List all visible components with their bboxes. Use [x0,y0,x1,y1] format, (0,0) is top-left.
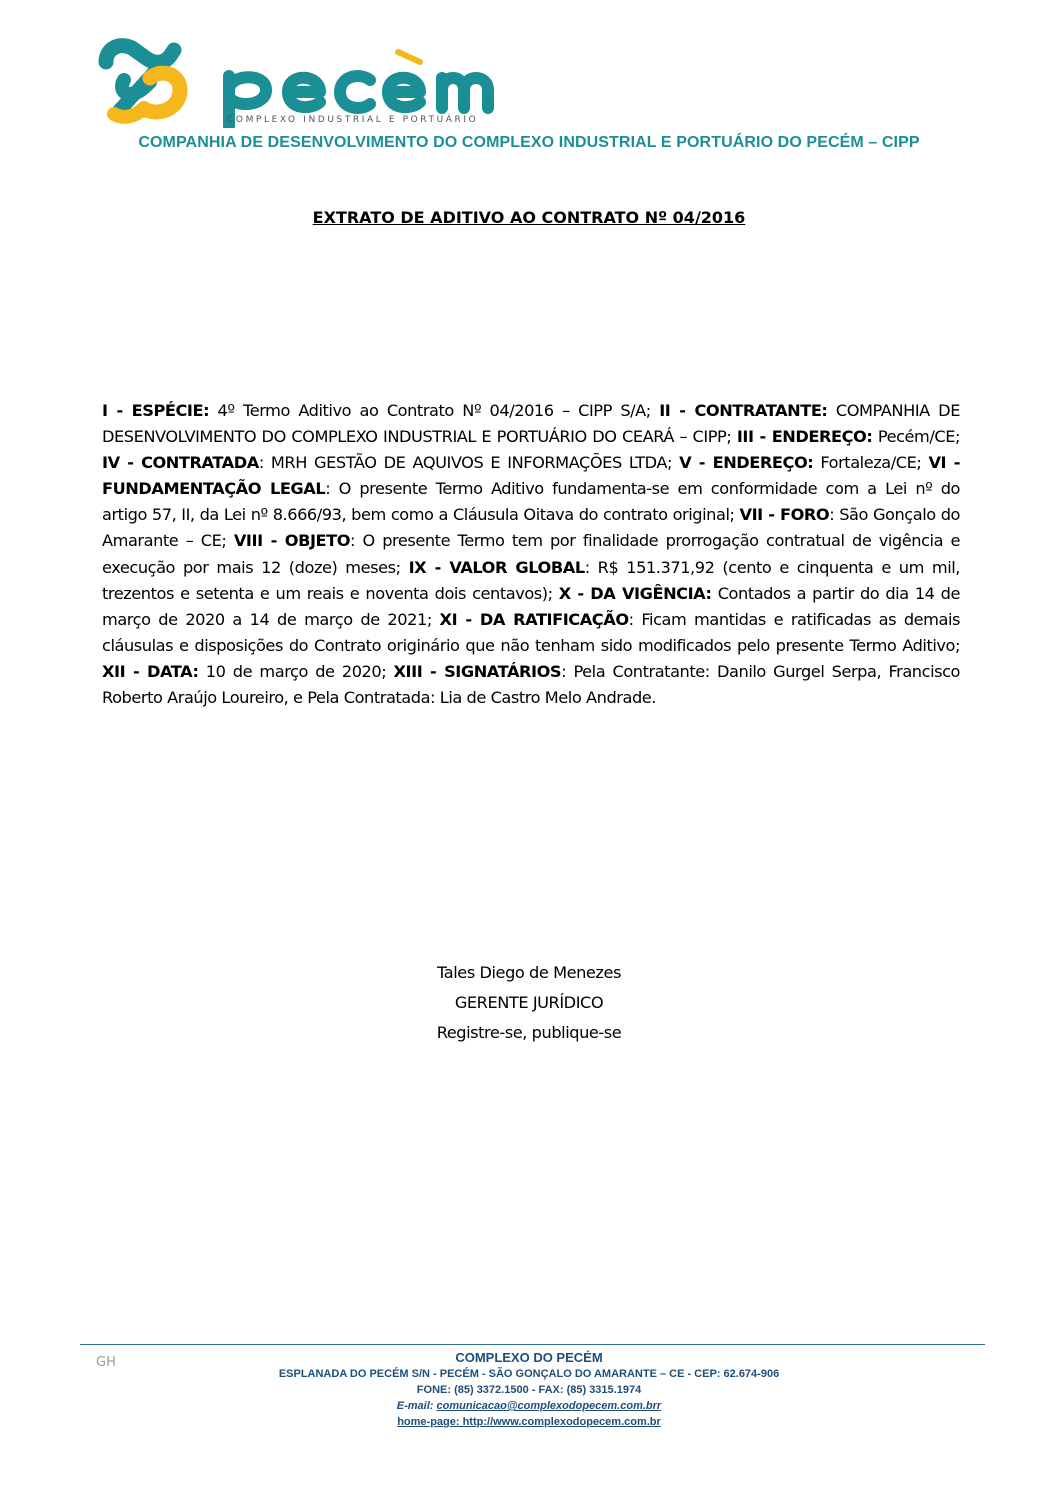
section-text: : O presente Termo Aditivo fundamenta-se em conformidade com a Lei nº do artigo 57, II, da Lei nº 8.666/93, bem como a Cláusula Oitava do contrato original; [102,479,960,525]
email-link[interactable]: comunicacao@complexodopecem.com.brr [436,1400,662,1412]
section-text: : O presente Termo tem por finalidade prorrogação contratual de vigência e execução por mais 12 (doze) meses; [102,531,960,577]
section-label: VII - FORO [739,505,830,525]
footer-divider [80,1344,985,1345]
section-label: II - CONTRATANTE: [659,401,828,420]
section-text: : R$ 151.371,92 (cento e cinquenta e um mil, trezentos e setenta e um reais e noventa dois centavos); [102,557,960,603]
footer-org: COMPLEXO DO PECÉM [455,1350,603,1365]
section-text: Pecém/CE; [872,427,961,447]
signatory-role: GERENTE JURÍDICO [454,993,604,1012]
author-initials: GH [96,1355,116,1370]
homepage-link[interactable]: home-page: http://www.complexodopecem.com.br [397,1416,661,1428]
document-body [102,398,960,711]
logo-tagline: COMPLEXO INDUSTRIAL E PORTUÁRIO [227,115,479,125]
section-label: VI - FUNDAMENTAÇÃO LEGAL [102,453,960,499]
footer-address: ESPLANADA DO PECÉM S/N - PECÉM - SÃO GONÇALO DO AMARANTE – CE - CEP: 62.674-906 [278,1368,780,1380]
footer [0,1349,1058,1430]
email-label: E-mail: [396,1400,437,1412]
publication-note: Registre-se, publique-se [436,1023,622,1042]
document-title: EXTRATO DE ADITIVO AO CONTRATO Nº 04/2016 [312,208,746,227]
section-text: 4º Termo Aditivo ao Contrato Nº 04/2016 – CIPP S/A; [209,401,660,420]
section-text: : Ficam mantidas e ratificadas as demais cláusulas e disposições do Contrato originário que não tenham sido modificados pelo presente Termo Aditivo; [102,609,960,655]
section-label: XI - DA RATIFICAÇÃO [439,609,629,629]
section-text: COMPANHIA DE DESENVOLVIMENTO DO COMPLEXO INDUSTRIAL E PORTUÁRIO DO CEARÁ – CIPP; [102,401,960,447]
section-label: III - ENDEREÇO: [736,427,873,447]
section-text: Contados a partir do dia 14 de março de 2020 a 14 de março de 2021; [102,583,960,629]
section-text: Fortaleza/CE; [813,453,929,473]
pecem-logo [98,38,498,128]
section-text: : Pela Contratante: Danilo Gurgel Serpa, Francisco Roberto Araújo Loureiro, e Pela Contratada: Lia de Castro Melo Andrade. [102,661,961,708]
section-label: XIII - SIGNATÁRIOS [393,661,562,681]
section-text: : São Gonçalo do Amarante – CE; [102,505,960,551]
section-label: IV - CONTRATADA [102,453,259,473]
section-label: V - ENDEREÇO: [679,453,814,473]
footer-phones: FONE: (85) 3372.1500 - FAX: (85) 3315.1974 [416,1384,642,1396]
footer-email-line [0,1398,1058,1414]
section-label: VIII - OBJETO [233,531,351,551]
section-label: I - ESPÉCIE: [102,401,210,420]
section-label: XII - DATA: [102,661,199,681]
section-label: IX - VALOR GLOBAL [408,557,585,577]
section-label: X - DA VIGÊNCIA: [558,583,712,603]
pecem-symbol-icon [106,46,180,117]
section-text: : MRH GESTÃO DE AQUIVOS E INFORMAÇÕES LTDA; [258,453,680,473]
accent-mark [398,52,420,62]
signatory-name: Tales Diego de Menezes [437,963,621,982]
section-text: 10 de março de 2020; [198,661,394,681]
company-header: COMPANHIA DE DESENVOLVIMENTO DO COMPLEXO INDUSTRIAL E PORTUÁRIO DO PECÉM – CIPP [138,134,920,151]
signature-block [0,958,1058,1048]
